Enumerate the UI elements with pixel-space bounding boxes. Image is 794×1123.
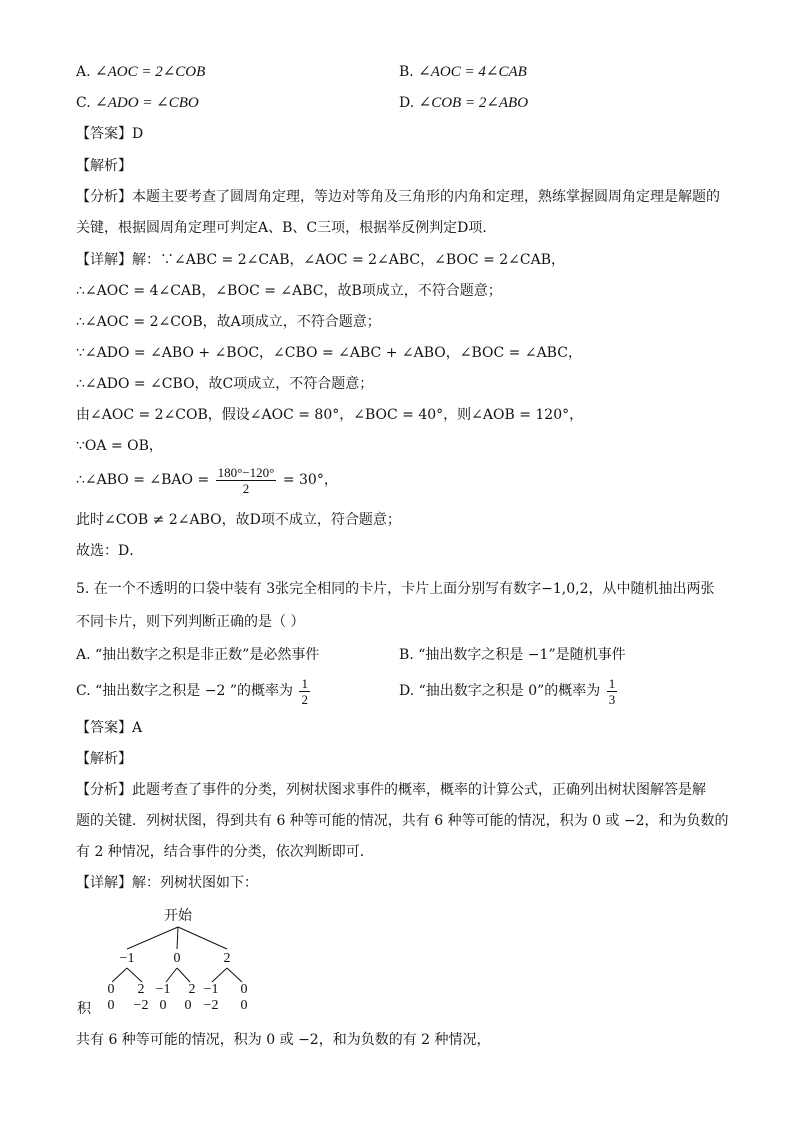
q4-analysis-line-2: 关键，根据圆周角定理可判定A、B、C三项，根据举反例判定D项． bbox=[76, 220, 497, 236]
fraction-denominator: 3 bbox=[608, 691, 616, 707]
tree-branch bbox=[127, 927, 178, 949]
q4-detail-line: ∴∠ADO = ∠CBO，故C项成立，不符合题意； bbox=[76, 376, 374, 392]
tree-branch bbox=[177, 927, 178, 949]
option-text: “抽出数字之积是 0”的概率为 bbox=[418, 683, 601, 699]
option-label: A. bbox=[76, 64, 91, 80]
q5-stem-line-2: 不同卡片，则下列判断正确的是（ ） bbox=[76, 614, 305, 630]
tree-branch bbox=[227, 968, 242, 982]
tree-level2-node: −1 bbox=[155, 982, 171, 997]
tree-level2-node: 2 bbox=[137, 982, 145, 997]
option-text: “抽出数字之积是 −1”是随机事件 bbox=[418, 647, 626, 663]
q4-fraction-line bbox=[76, 462, 338, 498]
q5-analysis-line: 有 2 种情况，结合事件的分类，依次判断即可． bbox=[76, 844, 374, 860]
tree-product-value: 0 bbox=[159, 998, 167, 1013]
q4-detail-end-line: 此时∠COB ≠ 2∠ABO，故D项不成立，符合题意； bbox=[76, 512, 401, 528]
q4-detail-line: ∵∠ADO = ∠ABO + ∠BOC，∠CBO = ∠ABC + ∠ABO，∠BOC = ∠ABC， bbox=[76, 345, 582, 361]
option-label: B. bbox=[399, 647, 414, 663]
q4-detail-line: 由∠AOC = 2∠COB，假设∠AOC = 80°，∠BOC = 40°，则∠AOB = 120°， bbox=[76, 407, 584, 423]
option-label: C. bbox=[76, 683, 91, 699]
tree-product-value: 0 bbox=[184, 998, 192, 1013]
option-expression: ∠ADO = ∠CBO bbox=[95, 95, 199, 111]
option-b-q5 bbox=[399, 645, 626, 665]
option-label: C. bbox=[76, 95, 91, 111]
option-label: D. bbox=[399, 683, 415, 699]
option-label: D. bbox=[399, 95, 415, 111]
tree-level1-node: −1 bbox=[119, 951, 135, 966]
q4-detail-line: ∴∠AOC = 4∠CAB，∠BOC = ∠ABC，故B项成立，不符合题意； bbox=[76, 283, 502, 299]
q4-detail-line: ∴∠AOC = 2∠COB，故A项成立，不符合题意； bbox=[76, 314, 381, 330]
tree-level2-node: 2 bbox=[188, 982, 196, 997]
tree-level2-node: 0 bbox=[240, 982, 248, 997]
option-d-q4 bbox=[399, 93, 528, 113]
q5-stem-line-1: 5. 在一个不透明的口袋中装有 3张完全相同的卡片，卡片上面分别写有数字−1,0,2，从中随机抽出两张 bbox=[76, 581, 715, 597]
tree-level1-node: 2 bbox=[223, 951, 231, 966]
tree-level2-node: 0 bbox=[107, 982, 115, 997]
fraction-numerator: 1 bbox=[301, 675, 308, 691]
tree-branch bbox=[212, 968, 227, 982]
tree-branch bbox=[178, 927, 227, 949]
q4-analysis-line-1: 【分析】本题主要考查了圆周角定理，等边对等角及三角形的内角和定理，熟练掌握圆周角定理是解题的 bbox=[76, 189, 720, 205]
q4-detail-line: ∵OA = OB， bbox=[76, 438, 163, 454]
option-b-q4 bbox=[399, 62, 527, 82]
tree-product-value: −2 bbox=[203, 998, 219, 1013]
q4-detail-end-line: 故选：D． bbox=[76, 543, 144, 559]
tree-product-value: 0 bbox=[240, 998, 248, 1013]
q4-jiexi-heading: 【解析】 bbox=[76, 158, 132, 174]
option-d-q5 bbox=[399, 674, 619, 708]
q5-detail-heading: 【详解】解：列树状图如下： bbox=[76, 875, 258, 891]
fraction-numerator: 180°−120° bbox=[217, 464, 275, 480]
tree-root: 开始 bbox=[164, 909, 192, 924]
fraction bbox=[216, 465, 277, 496]
tree-level2-node: −1 bbox=[203, 982, 219, 997]
fraction-numerator: 1 bbox=[608, 675, 616, 691]
tree-branch bbox=[177, 968, 190, 982]
tree-branch bbox=[166, 968, 177, 982]
tree-product-value: 0 bbox=[107, 998, 115, 1013]
option-c-q4 bbox=[76, 93, 199, 113]
fraction-suffix: = 30°， bbox=[282, 472, 338, 488]
q4-detail-line: 【详解】解：∵∠ABC = 2∠CAB，∠AOC = 2∠ABC，∠BOC = 2∠CAB， bbox=[76, 252, 565, 268]
probability-fraction bbox=[607, 676, 618, 707]
tree-branch bbox=[112, 968, 127, 982]
option-label: B. bbox=[399, 64, 414, 80]
tree-level1-node: 0 bbox=[173, 951, 181, 966]
option-expression: ∠COB = 2∠ABO bbox=[418, 95, 529, 111]
tree-product-value: −2 bbox=[133, 998, 149, 1013]
option-text: “抽出数字之积是非正数”是必然事件 bbox=[95, 647, 320, 663]
option-a-q4 bbox=[76, 62, 205, 82]
fraction-denominator: 2 bbox=[301, 691, 308, 707]
option-a-q5 bbox=[76, 645, 319, 665]
q5-jiexi-heading: 【解析】 bbox=[76, 751, 132, 767]
q5-analysis-line: 题的关键．列树状图，得到共有 6 种等可能的情况，共有 6 种等可能的情况，积为 0 或 −2，和为负数的 bbox=[76, 813, 729, 829]
option-c-q5 bbox=[76, 674, 312, 708]
option-label: A. bbox=[76, 647, 91, 663]
fraction-prefix: ∴∠ABO = ∠BAO = bbox=[76, 472, 210, 488]
option-text: “抽出数字之积是 −2 ”的概率为 bbox=[95, 683, 293, 699]
probability-fraction bbox=[299, 676, 310, 707]
q4-answer: 【答案】D bbox=[76, 126, 144, 142]
option-expression: ∠AOC = 4∠CAB bbox=[418, 64, 527, 80]
q5-answer: 【答案】A bbox=[76, 720, 143, 736]
fraction-denominator: 2 bbox=[242, 480, 250, 496]
tree-product-label: 积 bbox=[77, 1002, 91, 1017]
q5-analysis-line: 【分析】此题考查了事件的分类，列树状图求事件的概率，概率的计算公式，正确列出树状图解答是解 bbox=[76, 782, 706, 798]
tree-branch bbox=[127, 968, 142, 982]
option-expression: ∠AOC = 2∠COB bbox=[95, 64, 206, 80]
q5-conclusion: 共有 6 种等可能的情况，积为 0 或 −2，和为负数的有 2 种情况， bbox=[76, 1032, 491, 1048]
